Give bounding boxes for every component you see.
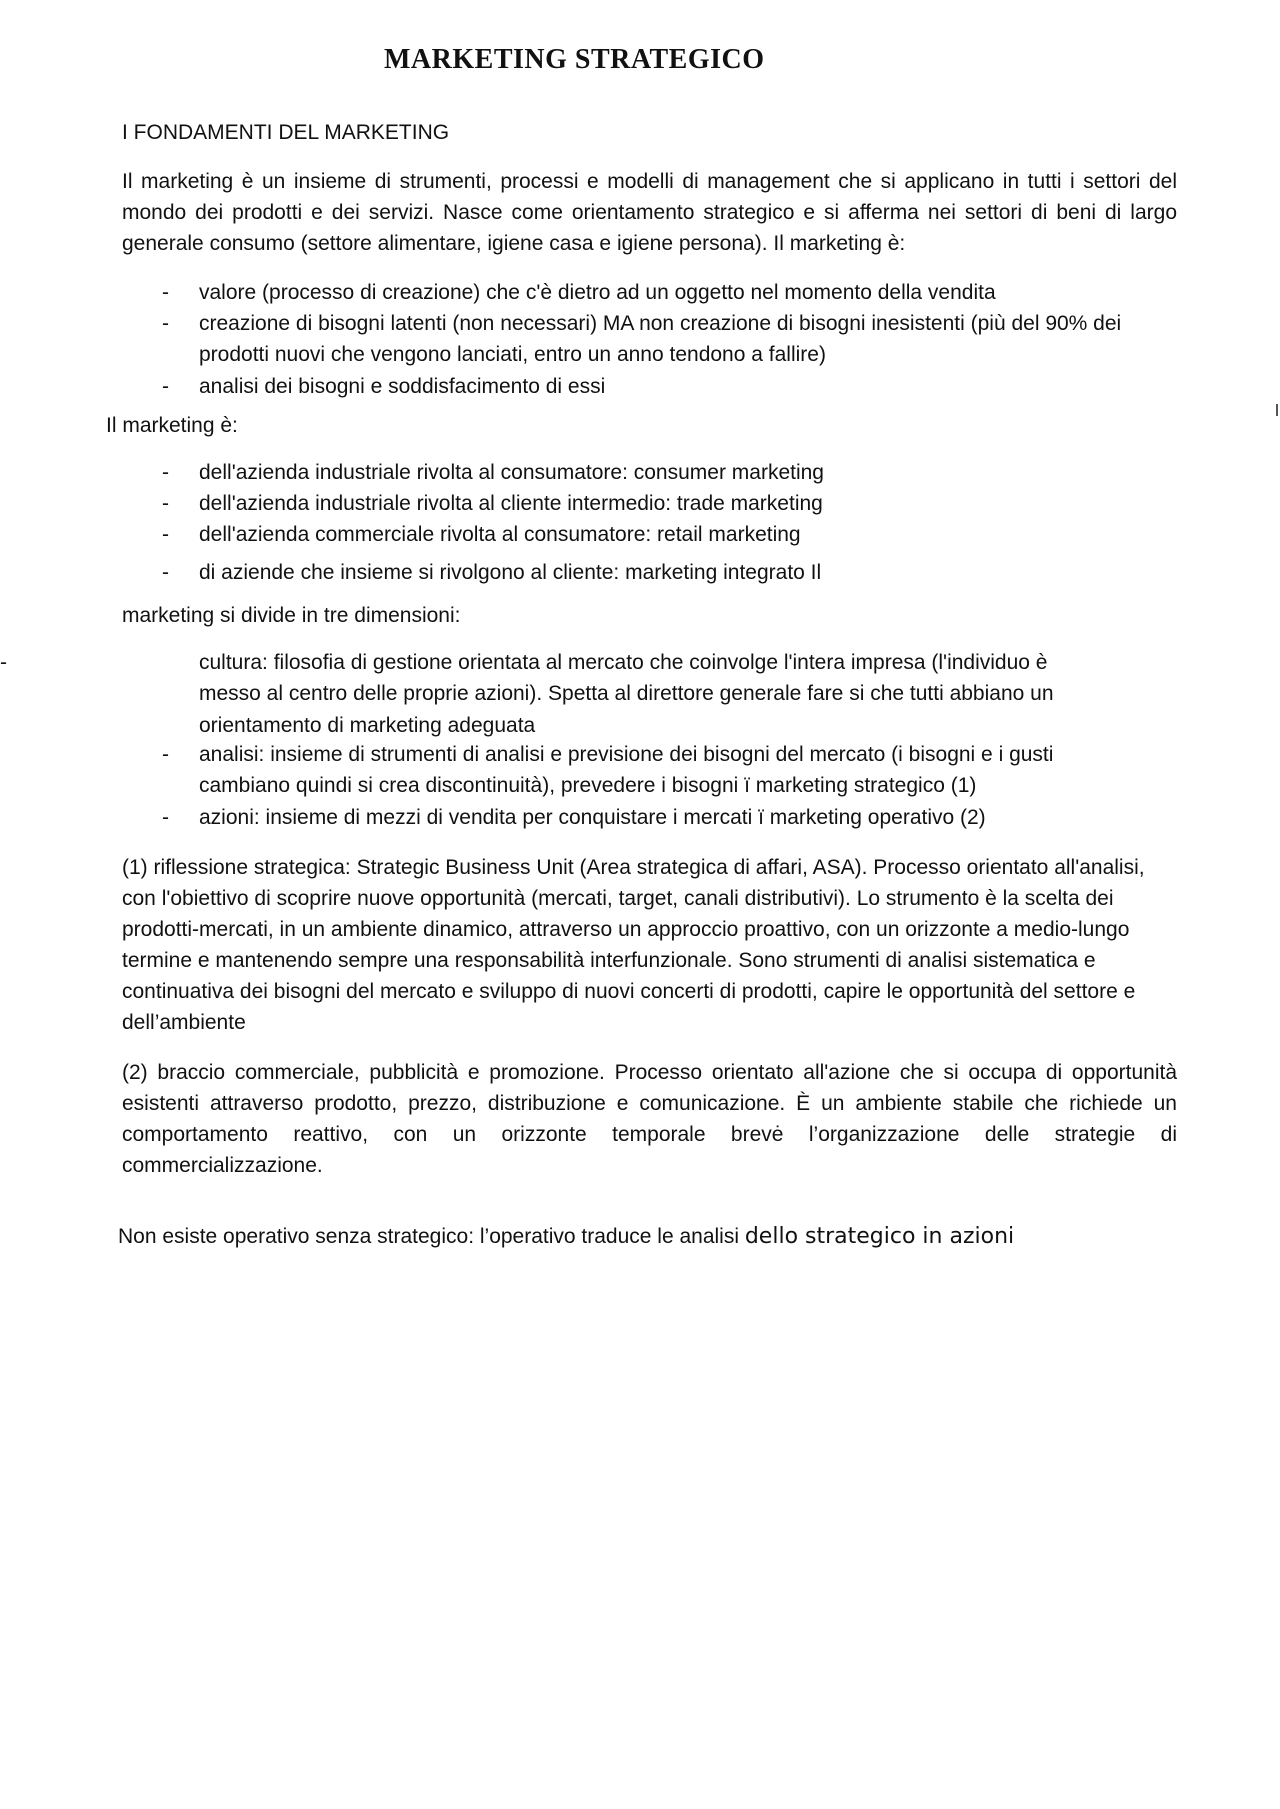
edge-mark [1276, 404, 1278, 416]
page-title: MARKETING STRATEGICO [384, 44, 765, 75]
bullet-dash: - [162, 806, 169, 829]
bullet-dash: - [162, 281, 169, 304]
closing-sentence-part-2: dello strategico in azioni [744, 1224, 1015, 1249]
bullet-dash: - [162, 492, 169, 515]
closing-sentence-part-1: Non esiste operativo senza strategico: l’operativo traduce le analisi [118, 1225, 745, 1248]
bullet-dash: - [162, 561, 169, 584]
list-item-continuation: prodotti nuovi che vengono lanciati, entro un anno tendono a fallire) [199, 343, 826, 366]
list-item: valore (processo di creazione) che c'è dietro ad un oggetto nel momento della vendita [199, 281, 996, 304]
bullet-dash: - [162, 312, 169, 335]
marketing-label: Il marketing è: [106, 414, 238, 437]
list-item: creazione di bisogni latenti (non necessari) MA non creazione di bisogni inesistenti (più del 90% dei [199, 312, 1122, 335]
list-item: dell'azienda commerciale rivolta al consumatore: retail marketing [199, 523, 801, 546]
note-1-paragraph: (1) riflessione strategica: Strategic Business Unit (Area strategica di affari, ASA). Processo orientato all'analisi, con l'obiettivo di scoprire nuove opportunità (mercati, target, canali distributivi). Lo strumento è la scelta dei prodotti-mercati, in un ambiente dinamico, attraverso un approccio proattivo, con un orizzonte a medio-lungo termine e mantenendo sempre una responsabilità interfunzionale. Sono strumenti di analisi sistematica e continuativa dei bisogni del mercato e sviluppo di nuovi concerti di prodotti, capire le opportunità del settore e dell’ambiente [122, 856, 1145, 1034]
list-item: cultura: filosofia di gestione orientata al mercato che coinvolge l'intera impresa (l'individuo è [199, 651, 1048, 674]
bullet-dash: - [0, 651, 7, 674]
list-item-continuation: orientamento di marketing adeguata [199, 714, 536, 737]
bullet-dash: - [162, 375, 169, 398]
list-item: di aziende che insieme si rivolgono al cliente: marketing integrato Il [199, 561, 822, 584]
list-item-continuation: messo al centro delle proprie azioni). Spetta al direttore generale fare si che tutti abbiano un [199, 682, 1054, 705]
bullet-dash: - [162, 523, 169, 546]
bullet-dash: - [162, 461, 169, 484]
note-2-paragraph: (2) braccio commerciale, pubblicità e promozione. Processo orientato all'azione che si occupa di opportunità esistenti attraverso prodotto, prezzo, distribuzione e comunicazione. È un ambiente stabile che richiede un comportamento reattivo, con un orizzonte temporale brevė l’organizzazione delle strategie di commercializzazione. [122, 1061, 1177, 1177]
closing-sentence [118, 1222, 1014, 1252]
list-item: azioni: insieme di mezzi di vendita per conquistare i mercati ï marketing operativo (2) [199, 806, 986, 829]
list-item: analisi: insieme di strumenti di analisi e previsione dei bisogni del mercato (i bisogni e i gusti [199, 743, 1054, 766]
list-item-continuation: cambiano quindi si crea discontinuità), prevedere i bisogni ï marketing strategico (1) [199, 774, 977, 797]
list-item: analisi dei bisogni e soddisfacimento di essi [199, 375, 606, 398]
section-heading: I FONDAMENTI DEL MARKETING [122, 121, 450, 144]
dimensions-label: marketing si divide in tre dimensioni: [122, 604, 461, 627]
list-item: dell'azienda industriale rivolta al cliente intermedio: trade marketing [199, 492, 823, 515]
bullet-dash: - [162, 743, 169, 766]
list-item: dell'azienda industriale rivolta al consumatore: consumer marketing [199, 461, 824, 484]
intro-paragraph: Il marketing è un insieme di strumenti, processi e modelli di management che si applicano in tutti i settori del mondo dei prodotti e dei servizi. Nasce come orientamento strategico e si afferma nei settori di beni di largo generale consumo (settore alimentare, igiene casa e igiene persona). Il marketing è: [122, 170, 1177, 255]
